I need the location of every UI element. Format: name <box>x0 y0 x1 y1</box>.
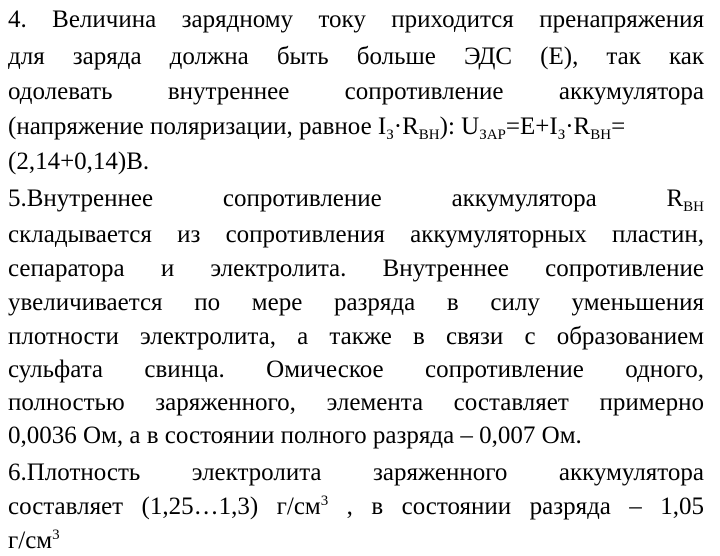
item5-line1 <box>8 183 704 214</box>
text-run: ·R <box>393 113 419 140</box>
item4-line1: 4. Величина зарядному току приходится пренапряжения <box>8 6 704 33</box>
item4-line3: одолевать внутреннее сопротивление аккумулятора <box>8 78 704 105</box>
subscript: З <box>557 127 566 143</box>
subscript: ВН <box>418 127 440 143</box>
text-run: г/см <box>8 527 53 554</box>
superscript: 3 <box>320 493 329 509</box>
item5-line6: сульфата свинца. Омическое сопротивление одного, <box>8 356 704 383</box>
text-run: , в состоянии разряда – 1,05 <box>328 493 704 520</box>
item4-line5: (2,14+0,14)В. <box>8 148 150 175</box>
item5-line2: складывается из сопротивления аккумуляторных пластин, <box>8 221 704 248</box>
subscript: ЗАР <box>479 127 506 143</box>
item4-line4-formula <box>8 111 704 142</box>
subscript: ВН <box>683 199 704 215</box>
text-run: составляет (1,25…1,3) г/см <box>8 493 321 520</box>
text-run: ·R <box>565 113 591 140</box>
item4-line2: для заряда должна быть больше ЭДС (Е), так как <box>8 43 704 70</box>
item6-line3 <box>8 525 704 556</box>
subscript: З <box>386 127 394 143</box>
item5-line8: 0,0036 Ом, а в состоянии полного разряда – 0,007 Ом. <box>8 422 582 449</box>
text-run: 5.Внутреннее сопротивление аккумулятора R <box>8 185 684 212</box>
item5-line5: плотности электролита, а также в связи с образованием <box>8 323 704 350</box>
text-run: (напряжение поляризации, равное I <box>8 113 387 140</box>
item5-line7: полностью заряженного, элемента составляет примерно <box>8 389 704 416</box>
item5-line3: сепаратора и электролита. Внутреннее сопротивление <box>8 255 704 282</box>
subscript: ВН <box>590 127 612 143</box>
item6-line2 <box>8 491 704 522</box>
item5-line4: увеличивается по мере разряда в силу уменьшения <box>8 289 704 316</box>
item6-line1: 6.Плотность электролита заряженного аккумулятора <box>8 459 704 486</box>
text-run: =E+I <box>505 113 558 140</box>
text-run: = <box>611 113 626 140</box>
text-run: ): U <box>439 113 480 140</box>
superscript: 3 <box>52 527 60 543</box>
